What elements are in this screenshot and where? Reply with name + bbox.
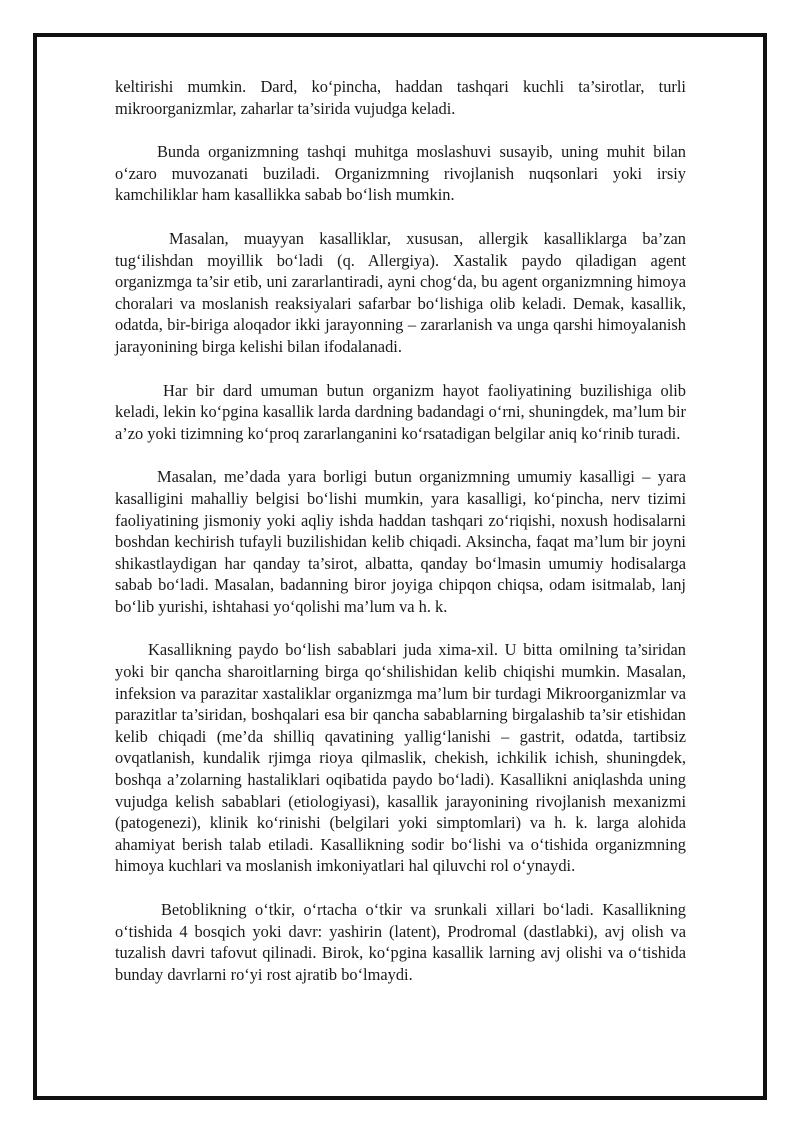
paragraph-3: Masalan, muayyan kasalliklar, xususan, allergik kasalliklarga ba’zan tug‘ilishdan moyillik bo‘ladi (q. Allergiya). Xastalik paydo qiladigan agent organizmga ta’sir etib, uni zararlantiradi, ayni chog‘da, bu agent organizmning himoya choralari va moslanish reaksiyalari safarbar bo‘lishiga olib keladi. Demak, kasallik, odatda, bir-biriga aloqador ikki jarayonning – zararlanish va unga qarshi himoyalanish jarayonining birga kelishi bilan ifodalanadi. — [115, 228, 686, 356]
paragraph-2: Bunda organizmning tashqi muhitga moslashuvi susayib, uning muhit bilan o‘zaro muvozanati buziladi. Organizmning rivojlanish nuqsonlari yoki irsiy kamchiliklar ham kasallikka sabab bo‘lish mumkin. — [115, 142, 686, 205]
paragraph-7: Betoblikning o‘tkir, o‘rtacha o‘tkir va srunkali xillari bo‘ladi. Kasallikning o‘tishida 4 bosqich yoki davr: yashirin (latent), Prodromal (dastlabki), avj olish va tuzalish davri tafovut qilinadi. Birok, ko‘pgina kasallik larning avj olishi va o‘tishida bunday davrlarni ro‘yi rost ajratib bo‘lmaydi. — [115, 900, 686, 984]
paragraph-1: keltirishi mumkin. Dard, ko‘pincha, haddan tashqari kuchli ta’sirotlar, turli mikroorganizmlar, zaharlar ta’sirida vujudga keladi. — [115, 77, 686, 118]
paragraph-4: Har bir dard umuman butun organizm hayot faoliyatining buzilishiga olib keladi, lekin ko‘pgina kasallik larda dardning badandagi o‘rni, shuningdek, ma’lum bir a’zo yoki tizimning ko‘proq zararlanganini ko‘rsatadigan belgilar aniq ko‘rinib turadi. — [115, 380, 686, 443]
document-body — [115, 76, 686, 1007]
paragraph-6: Kasallikning paydo bo‘lish sabablari juda xima-xil. U bitta omilning ta’siridan yoki bir qancha sharoitlarning birga qo‘shilishidan kelib chiqishi mumkin. Masalan, infeksion va parazitar xastaliklar organizmga ma’lum bir turdagi Mikroorganizmlar va parazitlar ta’siridan, boshqalari esa bir qancha sabablarning birgalashib ta’sir etishidan kelib chiqadi (me’da shilliq qavatining yallig‘lanishi – gastrit, odatda, tartibsiz ovqatlanish, kundalik rjimga rioya qilmaslik, chekish, ichkilik ichish, shuningdek, boshqa a’zolarning hastaliklari oqibatida paydo bo‘ladi). Kasallikni aniqlashda uning vujudga kelish sabablari (etiologiyasi), kasallik jarayonining rivojlanish mexanizmi (patogenezi), klinik ko‘rinishi (belgilari yoki simptomlari) va h. k. larga alohida ahamiyat berish talab etiladi. Kasallikning sodir bo‘lishi va o‘tishida organizmning himoya kuchlari va moslanish imkoniyatlari hal qiluvchi rol o‘ynaydi. — [115, 640, 686, 876]
paragraph-5: Masalan, me’dada yara borligi butun organizmning umumiy kasalligi – yara kasalligini mahalliy belgisi bo‘lishi mumkin, yara kasalligi, ko‘pincha, nerv tizimi faoliyatining jismoniy yoki aqliy ishda haddan tashqari zo‘riqishi, noxush hodisalarni boshdan kechirish tufayli buzilishidan kelib chiqadi. Aksincha, faqat ma’lum bir joyni shikastlaydigan har qanday ta’sirot, albatta, qanday bo‘lmasin umumiy hodisalarga sabab bo‘ladi. Masalan, badanning biror joyiga chipqon chiqsa, odam isitmalab, lanj bo‘lib yurishi, ishtahasi yo‘qolishi ma’lum va h. k. — [115, 467, 686, 616]
